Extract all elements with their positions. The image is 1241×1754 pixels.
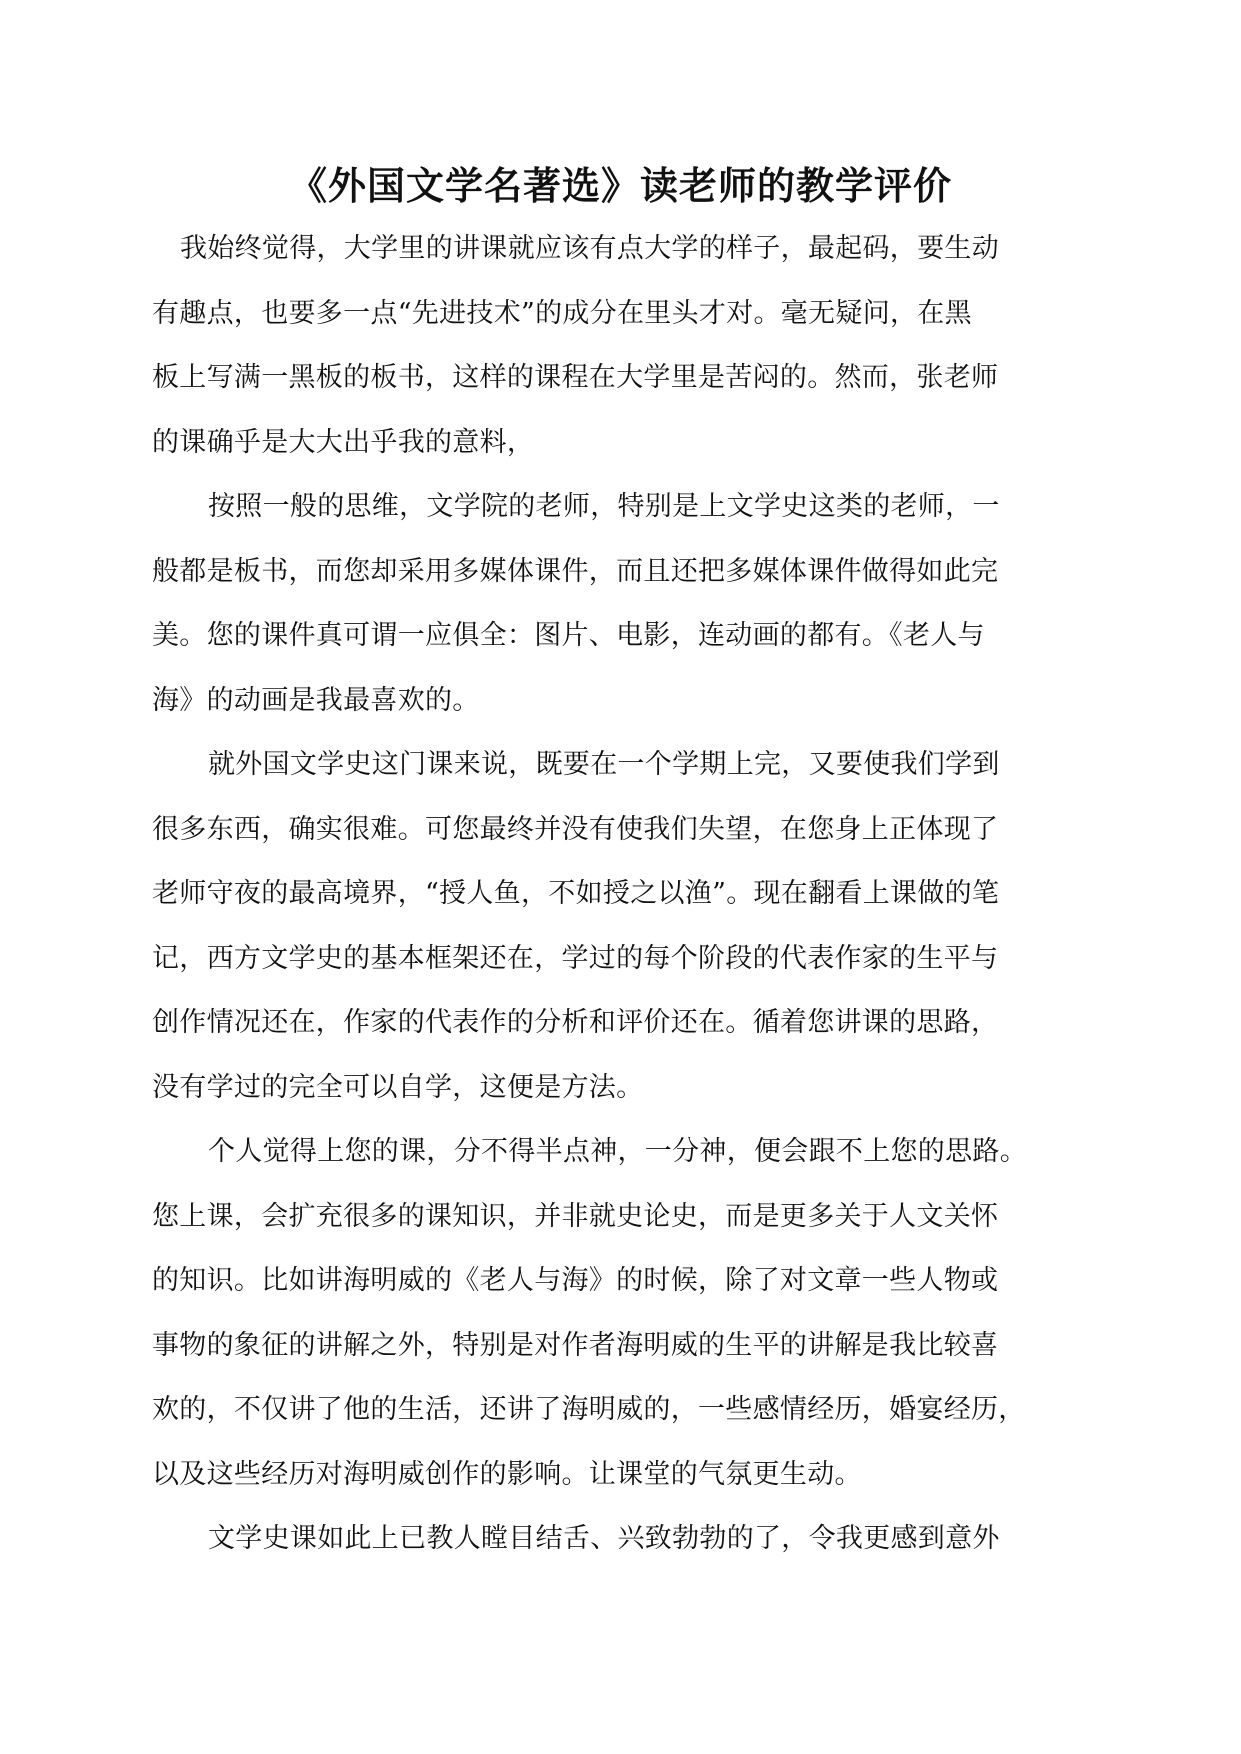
text-line: 没有学过的完全可以自学，这便是方法。 — [152, 1071, 644, 1103]
text-line: 的课确乎是大大出乎我的意料， — [152, 426, 535, 458]
text-line: 的知识。比如讲海明威的《老人与海》的时候，除了对文章一些人物或 — [152, 1265, 999, 1296]
text-line: 您上课，会扩充很多的课知识，并非就史论史，而是更多关于人文关怀 — [152, 1200, 999, 1232]
text-line: 个人觉得上您的课，分不得半点神，一分神，便会跟不上您的思路。 — [208, 1136, 1027, 1167]
document-body — [152, 224, 1072, 1579]
text-line: 般都是板书，而您却采用多媒体课件，而且还把多媒体课件做得如此完 — [152, 555, 999, 587]
text-line: 以及这些经历对海明威创作的影响。让课堂的气氛更生动。 — [152, 1458, 862, 1490]
text-line: 海》的动画是我最喜欢的。 — [152, 684, 480, 716]
document-title: 《外国文学名著选》读老师的教学评价 — [288, 163, 952, 208]
text-line: 美。您的课件真可谓一应俱全：图片、电影，连动画的都有。《老人与 — [152, 620, 985, 651]
text-line: 很多东西，确实很难。可您最终并没有使我们失望，在您身上正体现了 — [152, 813, 999, 845]
text-line: 按照一般的思维，文学院的老师，特别是上文学史这类的老师，一 — [208, 491, 1000, 522]
text-line: 创作情况还在，作家的代表作的分析和评价还在。循着您讲课的思路， — [152, 1007, 999, 1038]
text-line: 记，西方文学史的基本框架还在，学过的每个阶段的代表作家的生平与 — [152, 942, 999, 974]
text-line: 事物的象征的讲解之外，特别是对作者海明威的生平的讲解是我比较喜 — [152, 1329, 999, 1361]
text-line: 就外国文学史这门课来说，既要在一个学期上完，又要使我们学到 — [208, 749, 1000, 780]
text-line: 文学史课如此上已教人瞠目结舌、兴致勃勃的了，令我更感到意外 — [208, 1523, 1000, 1554]
text-line: 老师守夜的最高境界，“授人鱼，不如授之以渔”。现在翻看上课做的笔 — [152, 878, 1000, 909]
text-line: 板上写满一黑板的板书，这样的课程在大学里是苦闷的。然而，张老师 — [152, 362, 999, 393]
text-line: 有趣点，也要多一点“先进技术”的成分在里头才对。毫无疑问，在黑 — [152, 297, 972, 329]
text-line: 欢的，不仅讲了他的生活，还讲了海明威的，一些感情经历，婚宴经历， — [152, 1394, 1026, 1425]
text-line: 我始终觉得，大学里的讲课就应该有点大学的样子，最起码，要生动 — [180, 233, 999, 264]
